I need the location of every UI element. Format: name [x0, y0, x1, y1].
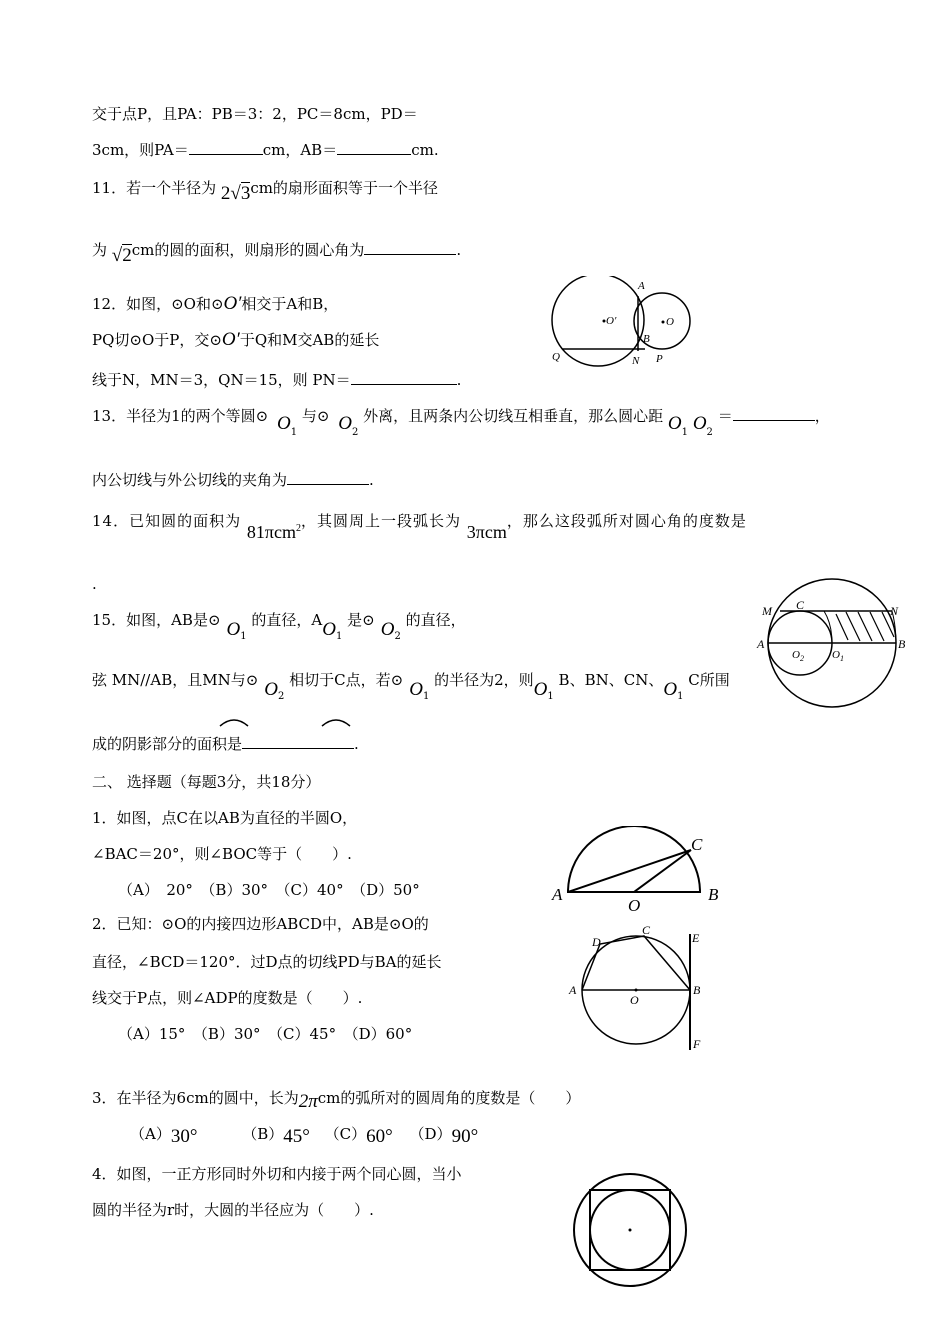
c2-line3: 线交于P点，则∠ADP的度数是（ ）. [92, 989, 363, 1007]
label-a: A [638, 280, 645, 292]
q14-line1: 14．已知圆的面积为 81πcm$^2$，其圆周上一段弧长为 3πcm，那么这段弧所对圆心角的度数是 [92, 512, 747, 542]
q15-line2: 弦 MN//AB，且MN与⊙ $O_2$ 相切于C点，若⊙ $O_1$ 的半径为2，则$O_1$ B、BN、CN、$O_1$ C所围 [92, 671, 730, 702]
label-o: O [666, 316, 674, 328]
label-c: C [796, 598, 805, 612]
label-a: A [569, 983, 577, 997]
label-n: N [632, 355, 640, 367]
q10-line2 [92, 140, 439, 160]
answer-blank [337, 140, 411, 155]
label-b: B [898, 637, 906, 651]
q10-text-a: 3cm，则PA＝ [92, 141, 189, 159]
c2-figure [566, 920, 716, 1054]
label-n: N [890, 604, 899, 618]
label-e: E [692, 931, 700, 945]
q10-line1: 交于点P，且PA：PB＝3：2，PC＝8cm，PD＝ [92, 105, 418, 123]
answer-blank [242, 734, 354, 749]
q12-line1: 12．如图，⊙O和⊙O′相交于A和B， [92, 293, 339, 314]
label-o: O [628, 896, 641, 915]
label-b: B [643, 333, 650, 345]
label-o2: $O_2$ [792, 649, 804, 663]
q14-line2: . [92, 575, 97, 593]
q11-line1 [92, 178, 438, 204]
c2-options: （A）15° （B）30° （C）45° （D）60° [118, 1025, 413, 1043]
label-b: B [693, 983, 701, 997]
section2-title: 二、 选择题（每题3分，共18分） [92, 773, 321, 791]
label-o1: $O_1$ [832, 649, 844, 663]
label-q: Q [552, 351, 560, 363]
c4-line2: 圆的半径为r时，大圆的半径应为（ ）. [92, 1201, 374, 1219]
chord-ac [568, 850, 691, 892]
answer-blank [351, 370, 457, 385]
center-point [629, 1229, 632, 1232]
q13-line1: 13．半径为1的两个等圆⊙ $O_1$ 与⊙ $O_2$ 外离，且两条内公切线互相垂直，那么圆心距 $O_1$ $O_2$ ＝ ， [92, 407, 830, 438]
q11-text-e: . [456, 241, 462, 259]
area-value: 81πcm$^2$ [246, 522, 301, 542]
c2-line1: 2．已知：⊙O的内接四边形ABCD中，AB是⊙O的 [92, 915, 429, 933]
c1-line2: ∠BAC＝20°，则∠BOC等于（ ）. [92, 845, 352, 863]
c2-line2: 直径，∠BCD＝120°．过D点的切线PD与BA的延长 [92, 953, 442, 971]
answer-blank [189, 140, 263, 155]
answer-blank [287, 470, 369, 485]
label-o: O [630, 993, 639, 1007]
label-p: P [656, 353, 663, 365]
c1-figure [548, 826, 728, 916]
q12-line3: 线于N，MN＝3，QN＝15，则 PN＝ . [92, 371, 462, 389]
label-f: F [693, 1037, 701, 1051]
c3-line1: 3．在半径为6cm的圆中，长为2πcm的弧所对的圆周角的度数是（ ） [92, 1089, 581, 1112]
q15-line3: 成的阴影部分的面积是 . [92, 735, 359, 753]
c3-options: （A）30° （B）45° （C）60° （D）90° [130, 1125, 479, 1147]
radius-sqrt2: √2 [111, 245, 132, 266]
label-m: M [762, 604, 772, 618]
arc-value: 3πcm [466, 522, 507, 542]
q13-line2: 内公切线与外公切线的夹角为 . [92, 471, 374, 489]
label-c: C [691, 835, 703, 854]
q11-text-d: cm的圆的面积，则扇形的圆心角为 [131, 241, 365, 259]
label-o-prime: O′ [606, 315, 617, 327]
c4-figure [568, 1168, 692, 1292]
arc-mark [322, 720, 350, 726]
label-a: A [757, 637, 765, 651]
q11-text-a: 11．若一个半径为 [92, 179, 217, 197]
radius-oc [634, 850, 691, 892]
answer-blank [364, 240, 456, 255]
q11-line2 [92, 240, 462, 266]
label-b: B [708, 885, 719, 904]
c1-line1: 1．如图，点C在以AB为直径的半圆O， [92, 809, 358, 827]
q11-text-c: 为 [92, 241, 108, 259]
q12-line2: PQ切⊙O于P，交⊙O′于Q和M交AB的延长 [92, 329, 380, 350]
circle-o-prime [552, 276, 644, 366]
q15-line1: 15．如图，AB是⊙ $O_1$ 的直径，$AO_1$ 是⊙ $O_2$ 的直径， [92, 611, 466, 642]
hatch-lines [836, 612, 894, 641]
arc-length: 2π [298, 1091, 318, 1112]
q15-figure [752, 574, 912, 710]
radius-2sqrt3: 2√3 [220, 183, 251, 204]
q10-text-c: cm. [411, 141, 439, 159]
q11-text-b: cm的扇形面积等于一个半径 [250, 179, 438, 197]
c1-options: （A） 20° （B）30° （C）40° （D）50° [118, 881, 420, 899]
label-a: A [552, 885, 563, 904]
q12-figure [540, 276, 710, 371]
answer-blank [733, 406, 815, 421]
q10-text-b: cm，AB＝ [262, 141, 338, 159]
arc-mark [220, 720, 248, 726]
label-c: C [642, 923, 651, 937]
label-d: D [592, 935, 601, 949]
arc-marks [218, 714, 358, 728]
c4-line1: 4．如图，一正方形同时外切和内接于两个同心圆，当小 [92, 1165, 462, 1183]
